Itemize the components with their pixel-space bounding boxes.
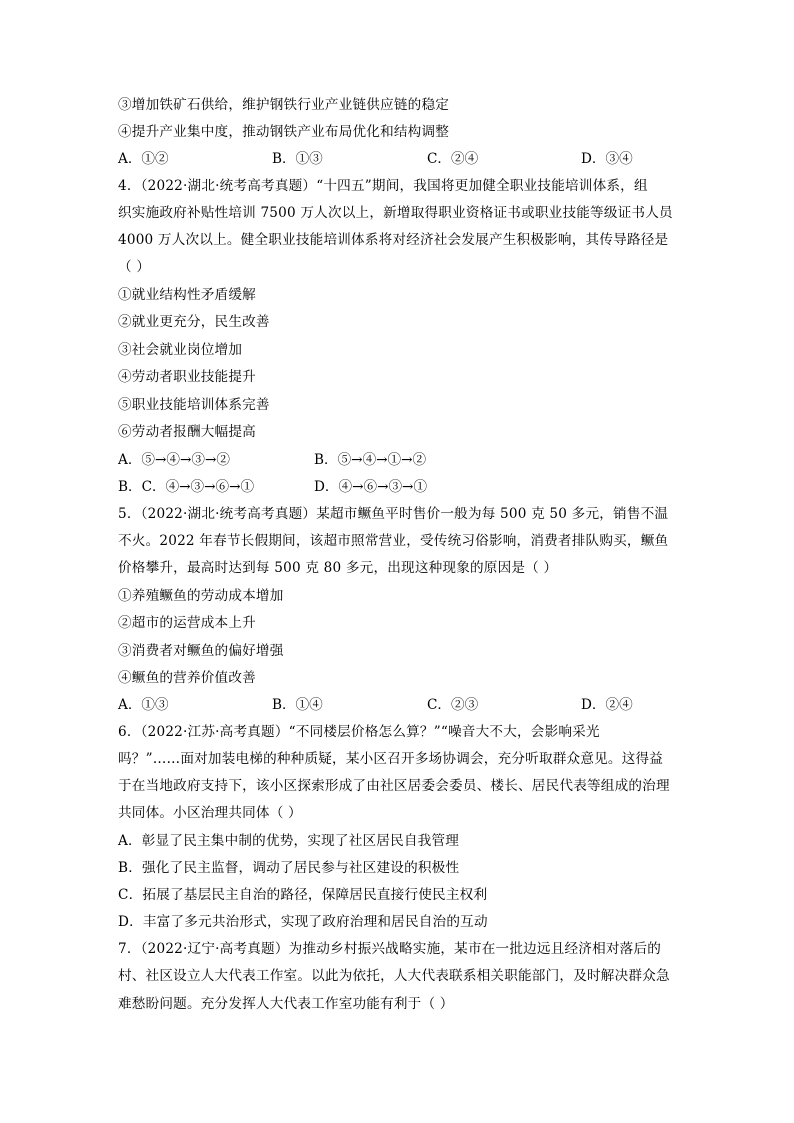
q4-item-3: ③社会就业岗位增加 xyxy=(118,342,243,358)
q4-stem-line-1: 4．（2022·湖北·统考高考真题）“十四五”期间，我国将更加健全职业技能培训体系，组 xyxy=(118,178,648,194)
q5-stem-line-1: 5．（2022·湖北·统考高考真题）某超市鳜鱼平时售价一般为每 500 克 50 多元，销售不温 xyxy=(118,506,669,522)
q4-stem-line-2: 织实施政府补贴性培训 7500 万人次以上，新增取得职业资格证书或职业技能等级证书人员 xyxy=(118,205,673,221)
q5-choice-c: C．②③ xyxy=(427,697,479,713)
q3-choice-b: B．①③ xyxy=(272,151,323,167)
q7-stem-line-2: 村、社区设立人大代表工作室。以此为依托，人大代表联系相关职能部门，及时解决群众急 xyxy=(118,968,670,984)
q4-choice-d: D．④→⑥→③→① xyxy=(314,479,428,495)
q5-choice-b: B．①④ xyxy=(272,697,323,713)
q5-item-3: ③消费者对鳜鱼的偏好增强 xyxy=(118,643,284,659)
q6-option-d: D．丰富了多元共治形式，实现了政府治理和居民自治的互动 xyxy=(118,914,488,930)
q6-stem-line-3: 于在当地政府支持下，该小区探索形成了由社区居委会委员、楼长、居民代表等组成的治理 xyxy=(118,778,670,794)
q5-choices xyxy=(118,695,678,715)
q4-choices-row-1 xyxy=(118,450,678,470)
q4-item-6: ⑥劳动者报酬大幅提高 xyxy=(118,424,256,440)
q4-stem-line-3: 4000 万人次以上。健全职业技能培训体系将对经济社会发展产生积极影响，其传导路径是 xyxy=(118,232,669,248)
q4-item-1: ①就业结构性矛盾缓解 xyxy=(118,287,256,303)
q5-stem-line-2: 不火。2022 年春节长假期间，该超市照常营业，受传统习俗影响，消费者排队购买，鳜鱼 xyxy=(118,533,669,549)
q5-choice-d: D．②④ xyxy=(581,697,633,713)
q6-stem-line-4: 共同体。小区治理共同体（ ） xyxy=(118,805,302,821)
q7-stem-line-1: 7．（2022·辽宁·高考真题）为推动乡村振兴战略实施，某市在一批边远且经济相对落后的 xyxy=(118,941,662,957)
q6-option-a: A．彰显了民主集中制的优势，实现了社区居民自我管理 xyxy=(118,833,460,849)
q3-option-4: ④提升产业集中度，推动钢铁产业布局优化和结构调整 xyxy=(118,124,450,140)
q5-item-2: ②超市的运营成本上升 xyxy=(118,615,256,631)
q3-choice-d: D．③④ xyxy=(581,151,633,167)
q4-choice-c: B．C．④→③→⑥→① xyxy=(118,479,255,495)
q5-item-1: ①养殖鳜鱼的劳动成本增加 xyxy=(118,588,284,604)
q3-choice-c: C．②④ xyxy=(427,151,479,167)
q6-stem-line-1: 6．（2022·江苏·高考真题）“不同楼层价格怎么算？”“噪音大不大，会影响采光 xyxy=(118,724,600,740)
q4-choices-row-2 xyxy=(118,477,678,497)
q5-item-4: ④鳜鱼的营养价值改善 xyxy=(118,670,256,686)
q4-choice-a: A．⑤→④→③→② xyxy=(118,452,230,468)
q4-item-4: ④劳动者职业技能提升 xyxy=(118,369,256,385)
q4-choice-b: B．⑤→④→①→② xyxy=(314,452,427,468)
q4-item-2: ②就业更充分，民生改善 xyxy=(118,314,270,330)
q6-stem-line-2: 吗？”……面对加装电梯的种种质疑，某小区召开多场协调会，充分听取群众意见。这得益 xyxy=(118,751,664,767)
q5-stem-line-3: 价格攀升，最高时达到每 500 克 80 多元，出现这种现象的原因是（ ） xyxy=(118,560,558,576)
q7-stem-line-3: 难愁盼问题。充分发挥人大代表工作室功能有利于（ ） xyxy=(118,996,454,1012)
q4-item-5: ⑤职业技能培训体系完善 xyxy=(118,397,270,413)
q3-choices xyxy=(118,149,678,169)
q6-option-c: C．拓展了基层民主自治的路径，保障居民直接行使民主权利 xyxy=(118,887,488,903)
q5-choice-a: A．①③ xyxy=(118,697,169,713)
q3-choice-a: A．①② xyxy=(118,151,169,167)
q4-stem-line-4: （ ） xyxy=(118,259,151,275)
q6-option-b: B．强化了民主监督，调动了居民参与社区建设的积极性 xyxy=(118,860,460,876)
q3-option-3: ③增加铁矿石供给，维护钢铁行业产业链供应链的稳定 xyxy=(118,97,450,113)
